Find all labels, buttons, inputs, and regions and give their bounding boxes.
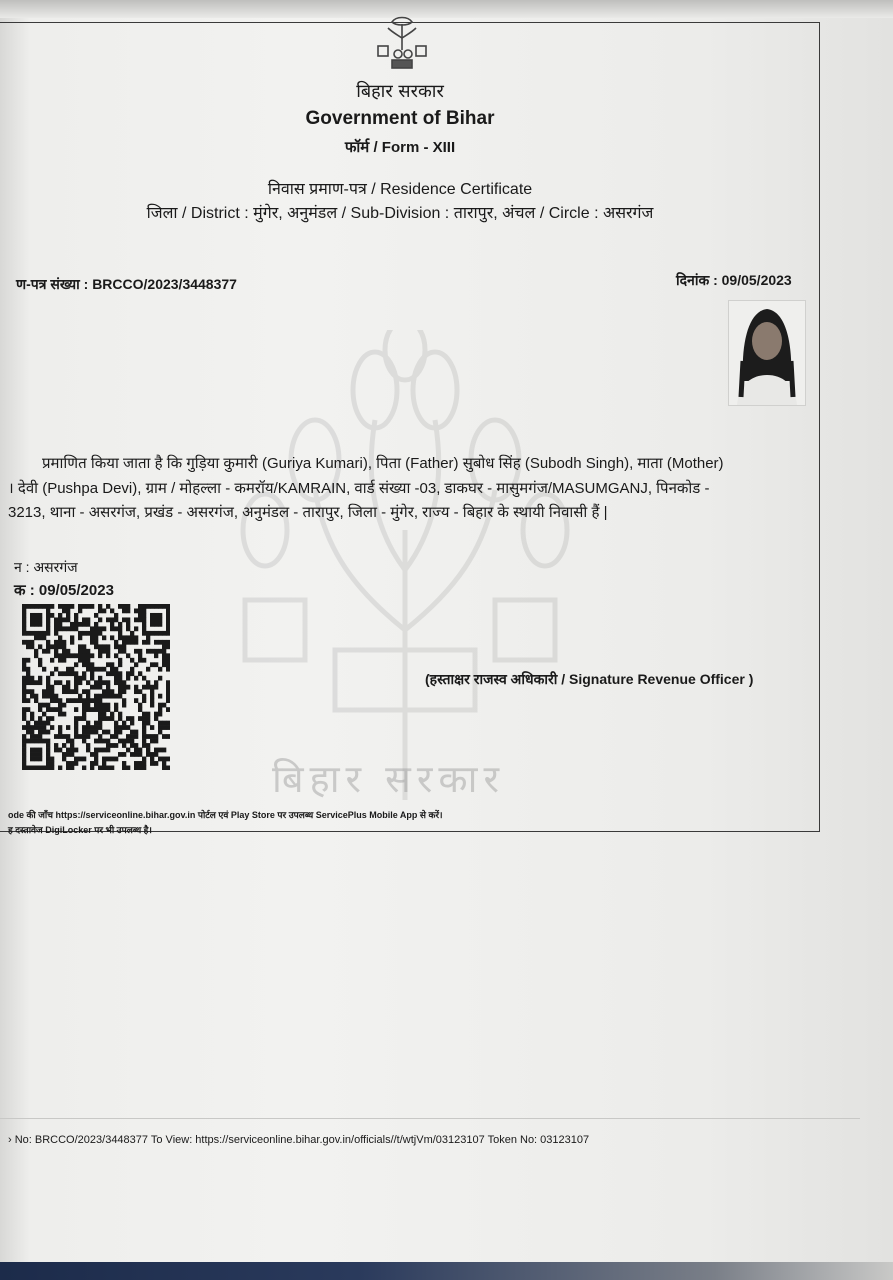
- footer-reference: › No: BRCCO/2023/3448377 To View: https://serviceonline.bihar.gov.in/officials//t/wtjVm/03123107 Token No: 03123107: [8, 1134, 590, 1146]
- paper-top-edge: [0, 0, 893, 18]
- applicant-photo: [728, 300, 806, 406]
- verification-note-1: ode की जाँच https://serviceonline.bihar.gov.in पोर्टल एवं Play Store पर उपलब्ध ServicePlus Mobile App से करें।: [8, 810, 443, 820]
- certificate-date: दिनांक : 09/05/2023: [676, 272, 792, 288]
- government-title: Government of Bihar: [305, 108, 495, 129]
- issue-place: न : असरगंज: [14, 559, 78, 575]
- government-title-hindi: बिहार सरकार: [356, 81, 444, 102]
- certificate-body: [0, 452, 820, 526]
- background-surface: [0, 1262, 893, 1280]
- footer-rule: [0, 1118, 860, 1119]
- qr-code-icon: [22, 604, 170, 770]
- state-emblem-icon: [362, 14, 442, 76]
- signature-label: (हस्ताक्षर राजस्व अधिकारी / Signature Revenue Officer ): [425, 671, 754, 687]
- body-line-3: 3213, थाना - असरगंज, प्रखंड - असरगंज, अनुमंडल - तारापुर, जिला - मुंगेर, राज्य - बिहार के स्थायी निवासी हैं |: [8, 504, 608, 521]
- bodhi-tree-watermark-icon: [225, 330, 585, 810]
- body-line-1: प्रमाणित किया जाता है कि गुड़िया कुमारी (Guriya Kumari), पिता (Father) सुबोध सिंह (Subodh Singh), माता (Mother): [42, 455, 724, 472]
- certificate-type: निवास प्रमाण-पत्र / Residence Certificate: [267, 181, 533, 198]
- issue-date: क : 09/05/2023: [14, 582, 114, 599]
- watermark-text: बिहार सरकार: [272, 757, 505, 801]
- certificate-number: ण-पत्र संख्या : BRCCO/2023/3448377: [16, 276, 237, 292]
- form-number: फॉर्म / Form - XIII: [344, 139, 456, 156]
- jurisdiction-line: जिला / District : मुंगेर, अनुमंडल / Sub-Division : तारापुर, अंचल / Circle : असरगंज: [146, 205, 654, 222]
- body-line-2: । देवी (Pushpa Devi), ग्राम / मोहल्ला - कमरॉय/KAMRAIN, वार्ड संख्या -03, डाकघर - मासुमगंज/MASUMGANJ, पिनकोड -: [8, 479, 710, 497]
- verification-note-2: ह दस्तावेज DigiLocker पर भी उपलब्ध है।: [8, 825, 152, 835]
